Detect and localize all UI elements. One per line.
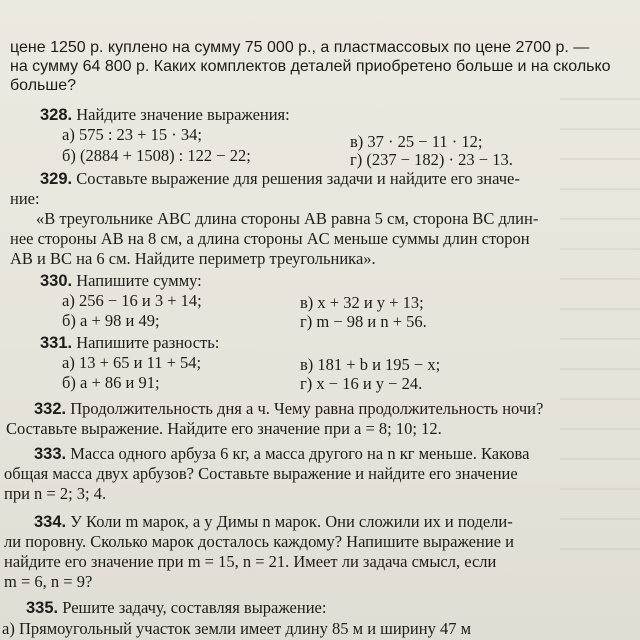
- problem-330-b: б) a + 98 и 49;: [62, 311, 160, 330]
- problem-331-header: [40, 333, 219, 353]
- problem-number: 328.: [40, 106, 73, 124]
- problem-331-v: в) 181 + b и 195 − x;: [300, 355, 441, 374]
- problem-number: 331.: [40, 334, 73, 352]
- problem-title: Решите задачу, составляя выражение:: [62, 598, 327, 617]
- problem-text: Составьте выражение для решения задачи и найдите его значе-: [76, 169, 520, 188]
- problem-329-line-2: ние:: [10, 189, 40, 208]
- problem-332-line-1: [34, 399, 543, 419]
- problem-number: 334.: [34, 513, 67, 531]
- problem-329-line-5: AB и BC на 6 см. Найдите периметр треугольника».: [10, 249, 376, 268]
- problem-334-line-2: ли поровну. Сколько марок досталось каждому? Напишите выражение и: [4, 532, 514, 551]
- problem-number: 329.: [40, 170, 73, 188]
- problem-334-line-1: [34, 512, 513, 532]
- show-through-text: [560, 70, 640, 570]
- problem-text: Масса одного арбуза 6 кг, а масса другого на n кг меньше. Какова: [70, 444, 530, 463]
- problem-number: 330.: [40, 272, 73, 290]
- problem-333-line-2: общая масса двух арбузов? Составьте выражение и найдите его значение: [4, 464, 518, 483]
- problem-328-g: г) (237 − 182) · 23 − 13.: [350, 150, 513, 169]
- problem-329-line-4: нее стороны AB на 8 см, а длина стороны AC меньше суммы длин сторон: [10, 229, 530, 248]
- problem-329-line-1: [40, 169, 520, 189]
- problem-335-a: а) Прямоугольный участок земли имеет длину 85 м и ширину 47 м: [2, 619, 472, 638]
- problem-330-g: г) m − 98 и n + 56.: [300, 312, 427, 331]
- problem-330-a: а) 256 − 16 и 3 + 14;: [62, 291, 202, 310]
- problem-328-a: а) 575 : 23 + 15 · 34;: [62, 125, 202, 144]
- problem-number: 335.: [26, 599, 59, 617]
- problem-335-header: [26, 598, 326, 618]
- problem-332-line-2: Составьте выражение. Найдите его значение при a = 8; 10; 12.: [6, 419, 442, 438]
- problem-329-line-3: «В треугольнике ABC длина стороны AB равна 5 см, сторона BC длин-: [36, 209, 539, 228]
- problem-text: У Коли m марок, а у Димы n марок. Они сложили их и подели-: [70, 512, 513, 531]
- problem-331-a: а) 13 + 65 и 11 + 54;: [62, 353, 202, 372]
- problem-331-g: г) x − 16 и y − 24.: [300, 374, 423, 393]
- intro-line-3: больше?: [10, 77, 77, 94]
- problem-334-line-3: найдите его значение при m = 15, n = 21. Имеет ли задача смысл, если: [4, 552, 497, 571]
- problem-title: Напишите разность:: [76, 333, 220, 352]
- problem-328-header: [40, 105, 290, 125]
- intro-line-1: цене 1250 р. куплено на сумму 75 000 р., а пластмассовых по цене 2700 р. —: [10, 39, 590, 56]
- problem-title: Напишите сумму:: [76, 271, 202, 290]
- problem-334-line-4: m = 6, n = 9?: [4, 572, 93, 591]
- problem-333-line-3: при n = 2; 3; 4.: [4, 484, 107, 503]
- problem-328-v: в) 37 · 25 − 11 · 12;: [350, 132, 483, 151]
- problem-title: Найдите значение выражения:: [76, 105, 290, 124]
- problem-330-v: в) x + 32 и y + 13;: [300, 293, 424, 312]
- problem-333-line-1: [34, 444, 529, 464]
- problem-328-b: б) (2884 + 1508) : 122 − 22;: [62, 146, 251, 165]
- problem-number: 333.: [34, 445, 67, 463]
- intro-line-2: на сумму 64 800 р. Каких комплектов деталей приобретено больше и на сколько: [10, 58, 611, 75]
- problem-330-header: [40, 271, 202, 291]
- problem-331-b: б) a + 86 и 91;: [62, 373, 160, 392]
- problem-text: Продолжительность дня a ч. Чему равна продолжительность ночи?: [70, 399, 544, 418]
- problem-number: 332.: [34, 400, 67, 418]
